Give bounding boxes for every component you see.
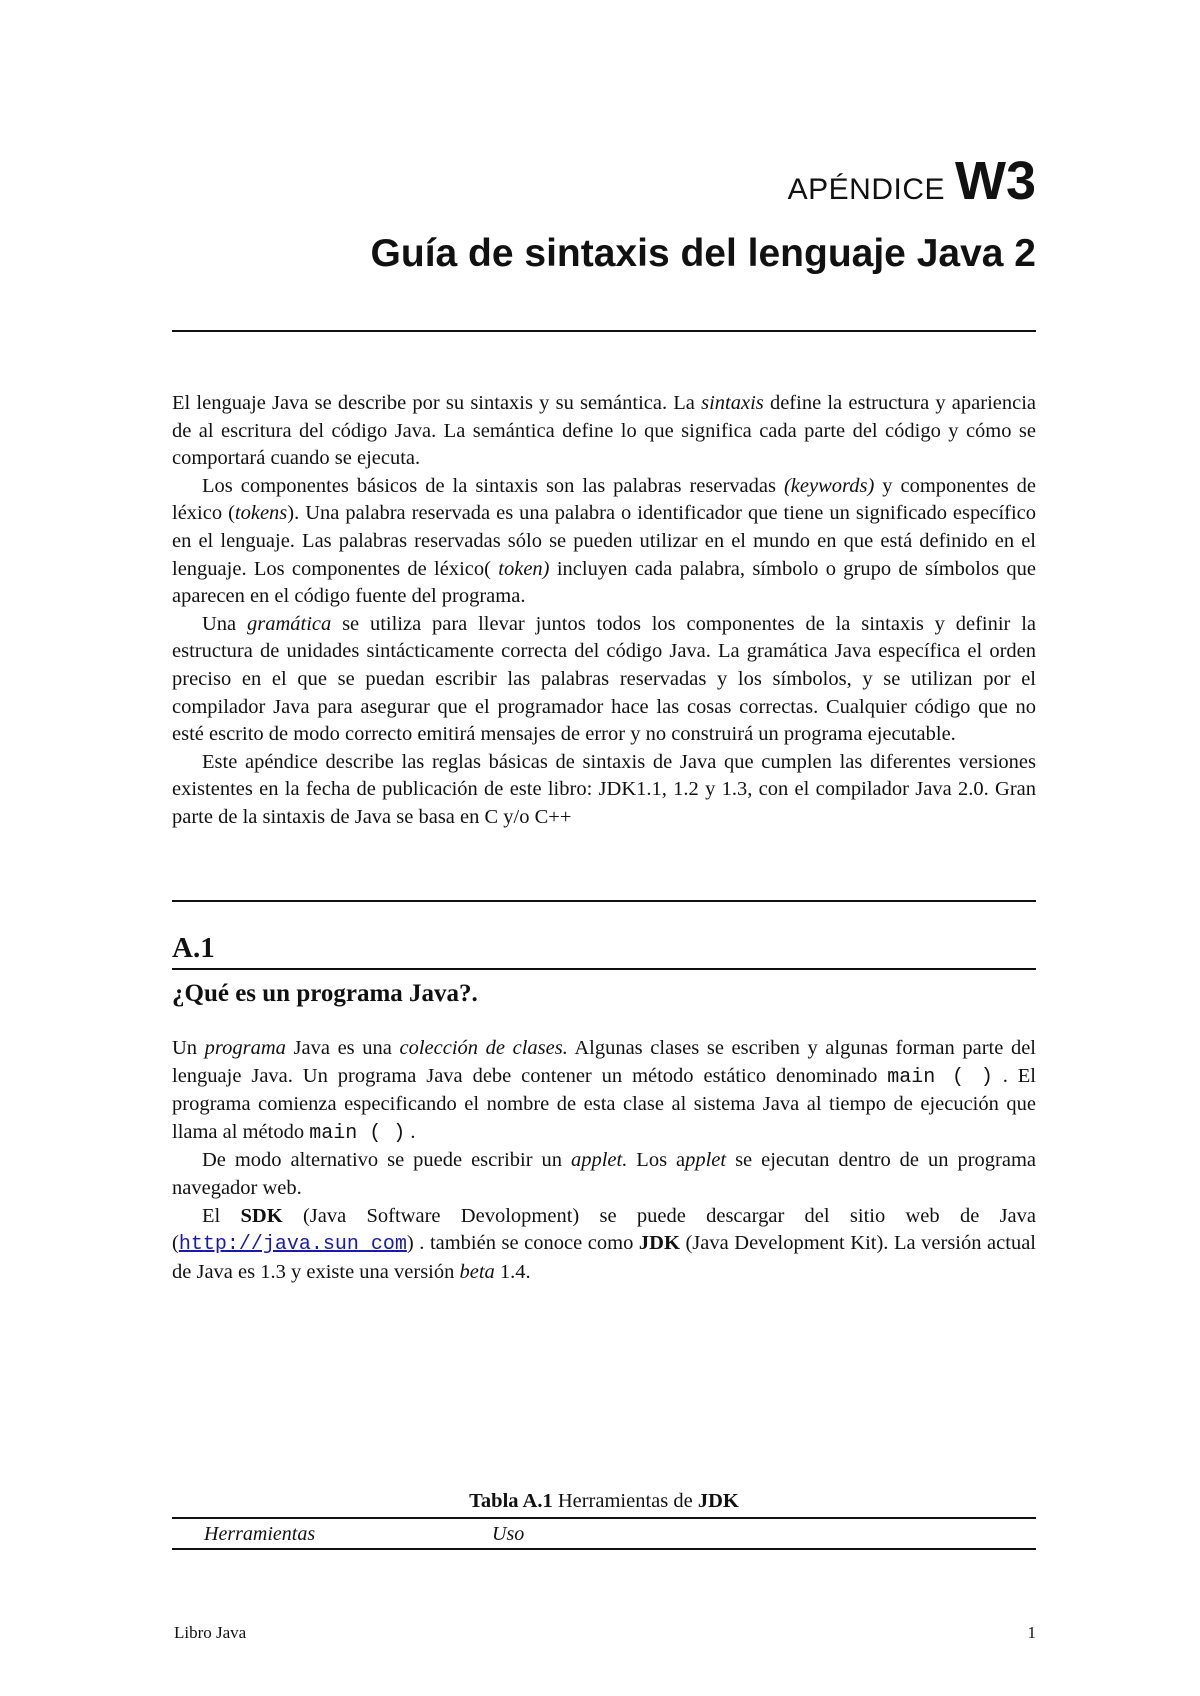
intro-paragraph-2: Los componentes básicos de la sintaxis son las palabras reservadas (keywords) y componentes de léxico (tokens). Una palabra reservada es una palabra o identificador que tiene un significado específico en el lenguaje. Las palabras reservadas sólo se pueden utilizar en el mundo en que está definido en el lenguaje. Los componentes de léxico( token) incluyen cada palabra, símbolo o grupo de símbolos que aparecen en el código fuente del programa. [172, 474, 1037, 608]
page-number: 1 [1027, 1623, 1036, 1642]
section-paragraph-3: El SDK (Java Software Devolopment) se puede descargar del sitio web de Java (http://java.sun_com) . también se conoce como JDK (Java Development Kit). La versión actual de Java es 1.3 y existe una versión beta 1.4. [172, 1204, 1037, 1283]
section-paragraph-2: De modo alternativo se puede escribir un applet. Los applet se ejecutan dentro de un programa navegador web. [172, 1149, 1036, 1199]
page-title: Guía de sintaxis del lenguaje Java 2 [370, 232, 1036, 275]
appendix-label: APÉNDICE [787, 173, 945, 206]
table-header-rule [172, 1548, 1036, 1550]
java-site-link[interactable]: http://java.sun_com [178, 1233, 407, 1257]
section-number: A.1 [172, 932, 215, 964]
intro-paragraph-4: Este apéndice describe las reglas básicas de sintaxis de Java que cumplen las diferentes versiones existentes en la fecha de publicación de este libro: JDK1.1, 1.2 y 1.3, con el compilador Java 2.0. Gran parte de la sintaxis de Java se basa en C y/o C++ [172, 750, 1036, 828]
appendix-heading [788, 150, 1036, 212]
section-text [172, 1035, 1036, 1286]
intro-divider [172, 900, 1036, 902]
section-title: ¿Qué es un programa Java?. [172, 980, 478, 1007]
footer-book-title: Libro Java [174, 1623, 247, 1642]
section-divider [172, 968, 1036, 970]
intro-text [172, 390, 1036, 832]
table-caption: Tabla A.1 Herramientas de JDK [469, 1490, 739, 1512]
appendix-number: W3 [955, 151, 1036, 211]
table-header-uso: Uso [492, 1523, 525, 1545]
section-paragraph-1: Un programa Java es una colección de clases. Algunas clases se escriben y algunas forman parte del lenguaje Java. Un programa Java debe contener un método estático denominado main ( ) . El programa comienza especificando el nombre de esta clase al sistema Java al tiempo de ejecución que llama al método main ( ) . [172, 1037, 1037, 1145]
intro-paragraph-3: Una gramática se utiliza para llevar juntos todos los componentes de la sintaxis y definir la estructura de unidades sintácticamente correcta del código Java. La gramática Java específica el orden preciso en el que se puedan escribir las palabras reservadas y los símbolos, y se utilizan por el compilador Java para asegurar que el programador hace las cosas correctas. Cualquier código que no esté escrito de modo correcto emitirá mensajes de error y no construirá un programa ejecutable. [172, 612, 1036, 746]
table-top-rule [172, 1517, 1036, 1519]
intro-paragraph-1: El lenguaje Java se describe por su sintaxis y su semántica. La sintaxis define la estructura y apariencia de al escritura del código Java. La semántica define lo que significa cada parte del código y cómo se comportará cuando se ejecuta. [172, 392, 1037, 470]
title-divider [172, 330, 1036, 332]
table-header-herramientas: Herramientas [204, 1523, 316, 1545]
